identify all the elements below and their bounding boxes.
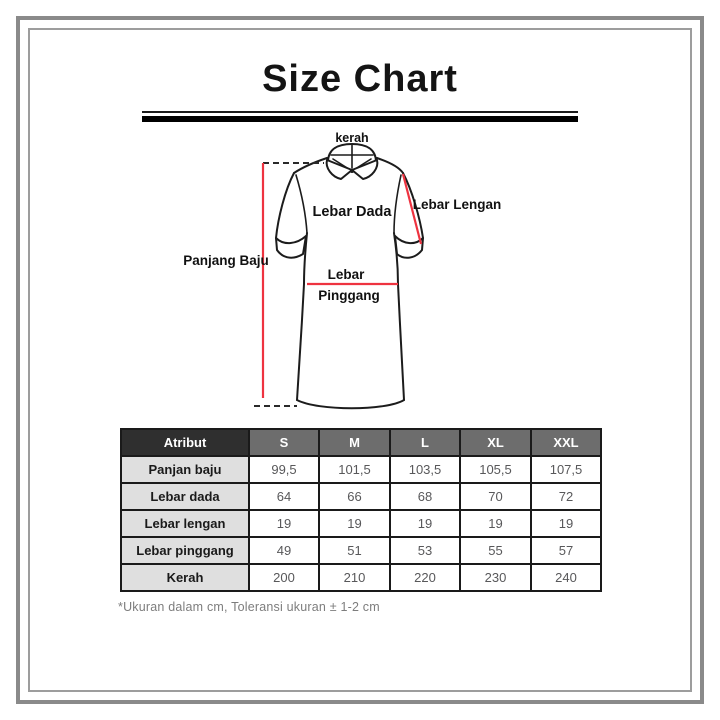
row-label: Kerah — [121, 564, 249, 591]
table-row — [121, 456, 601, 483]
label-pinggang: Pinggang — [318, 288, 380, 303]
table-header-row — [121, 429, 601, 456]
cell-value: 103,5 — [390, 456, 460, 483]
cell-value: 230 — [460, 564, 531, 591]
cell-value: 240 — [531, 564, 601, 591]
divider-thick-line — [142, 116, 578, 122]
label-panjang-baju: Panjang Baju — [183, 253, 269, 268]
size-table — [120, 428, 602, 592]
cell-value: 72 — [531, 483, 601, 510]
cell-value: 99,5 — [249, 456, 319, 483]
cell-value: 57 — [531, 537, 601, 564]
label-lebar-dada: Lebar Dada — [312, 204, 392, 220]
cell-value: 101,5 — [319, 456, 390, 483]
cell-value: 53 — [390, 537, 460, 564]
table-row — [121, 564, 601, 591]
cell-value: 220 — [390, 564, 460, 591]
cell-value: 51 — [319, 537, 390, 564]
cell-value: 66 — [319, 483, 390, 510]
cell-value: 55 — [460, 537, 531, 564]
table-row — [121, 537, 601, 564]
table-row — [121, 510, 601, 537]
title-divider — [142, 111, 578, 122]
cell-value: 19 — [319, 510, 390, 537]
table-row — [121, 483, 601, 510]
cell-value: 19 — [531, 510, 601, 537]
cell-value: 19 — [390, 510, 460, 537]
row-label: Panjan baju — [121, 456, 249, 483]
header-size-xl: XL — [460, 429, 531, 456]
cell-value: 49 — [249, 537, 319, 564]
header-size-s: S — [249, 429, 319, 456]
page-title: Size Chart — [262, 58, 458, 100]
label-kerah: kerah — [335, 131, 369, 145]
row-label: Lebar lengan — [121, 510, 249, 537]
cell-value: 210 — [319, 564, 390, 591]
dress-measurement-diagram — [0, 128, 720, 430]
cell-value: 107,5 — [531, 456, 601, 483]
cell-value: 105,5 — [460, 456, 531, 483]
cell-value: 64 — [249, 483, 319, 510]
label-lebar-lengan: Lebar Lengan — [412, 197, 502, 212]
row-label: Lebar pinggang — [121, 537, 249, 564]
header-size-xxl: XXL — [531, 429, 601, 456]
cell-value: 70 — [460, 483, 531, 510]
cell-value: 68 — [390, 483, 460, 510]
cell-value: 19 — [249, 510, 319, 537]
header-atribut: Atribut — [121, 429, 249, 456]
tolerance-footnote: *Ukuran dalam cm, Toleransi ukuran ± 1-2 cm — [118, 600, 380, 614]
row-label: Lebar dada — [121, 483, 249, 510]
label-lebar: Lebar — [327, 267, 365, 282]
cell-value: 200 — [249, 564, 319, 591]
header-size-m: M — [319, 429, 390, 456]
cell-value: 19 — [460, 510, 531, 537]
header-size-l: L — [390, 429, 460, 456]
